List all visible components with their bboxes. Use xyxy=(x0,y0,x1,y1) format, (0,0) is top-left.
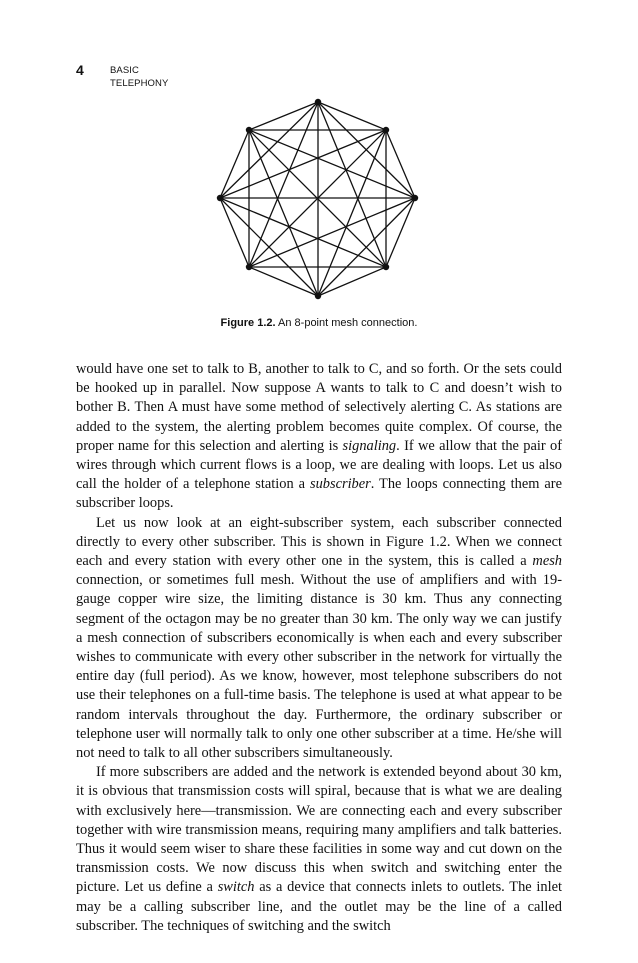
italic-term: signaling xyxy=(342,437,397,454)
italic-term: switch xyxy=(217,879,255,896)
mesh-node xyxy=(383,127,389,133)
mesh-diagram xyxy=(200,92,440,312)
mesh-node xyxy=(246,127,252,133)
text-run: . If we allow that the pair of wires through which current flows is a loop, we are dealing with loops. Let us also call the holder of a telephone station a xyxy=(76,437,562,493)
text-run: connection, or sometimes full mesh. Without the use of amplifiers and with 19-gauge copper wire size, the limiting distance is 30 km. Thus any connecting segment of the octagon may be no greater than 30 km. The only way we can justify a mesh connection of subscribers economically is when each and every subscriber wishes to communicate with every other subscriber in the network for virtually the entire day (full period). As we know, however, most telephone subscribers do not use their telephones on a full-time basis. The telephone is used at what appear to be random intervals throughout the day. Furthermore, the ordinary subscriber or telephone user will normally talk to only one other subscriber at a time. He/she will not need to talk to all other subscribers simultaneously. xyxy=(76,572,562,762)
italic-term: subscriber xyxy=(309,476,371,493)
text-run: If more subscribers are added and the network is extended beyond about 30 km, it is obvious that transmission costs will spiral, because that is what we are dealing with exclusively here—transmission. We are connecting each and every subscriber together with wire transmission means, requiring many amplifiers and talk batteries. Thus it would seem wiser to share these facilities in some way and cut down on the transmission costs. We now discuss this when switch and switching enter the picture. Let us define a xyxy=(76,764,562,896)
figure-caption-text: An 8-point mesh connection. xyxy=(278,317,418,329)
mesh-node xyxy=(246,264,252,270)
running-title: BASIC TELEPHONY xyxy=(110,65,169,89)
paragraph xyxy=(76,514,562,764)
text-run: Let us now look at an eight-subscriber system, each subscriber connected directly to every other subscriber. This is shown in Figure 1.2. When we connect each and every station with every other one in the system, this is called a xyxy=(76,514,562,570)
text-run: as a device that connects inlets to outlets. The inlet may be a calling subscriber line, and the outlet may be the line of a called subscriber. The techniques of switching and the switch xyxy=(76,879,562,934)
figure-label: Figure 1.2. xyxy=(220,317,276,329)
text-run: would have one set to talk to B, another to talk to C, and so forth. Or the sets could be hooked up in parallel. Now suppose A wants to talk to C and doesn’t wish to bother B. Then A must have some method of selectively alerting C. As stations are added to the system, the alerting problem becomes quite complex. Of course, the proper name for this selection and alerting is xyxy=(76,361,562,454)
page-number: 4 xyxy=(76,62,84,78)
figure-caption xyxy=(0,316,638,331)
mesh-node xyxy=(217,195,223,201)
mesh-figure xyxy=(200,92,440,312)
text-run: . The loops connecting them are subscriber loops. xyxy=(76,476,562,512)
mesh-node xyxy=(315,99,321,105)
paragraph xyxy=(76,360,562,514)
italic-term: mesh xyxy=(532,553,562,570)
mesh-node xyxy=(383,264,389,270)
paragraph xyxy=(76,763,562,936)
mesh-node xyxy=(412,195,418,201)
mesh-node xyxy=(315,293,321,299)
body-text xyxy=(76,360,562,936)
mesh-link xyxy=(318,102,386,267)
